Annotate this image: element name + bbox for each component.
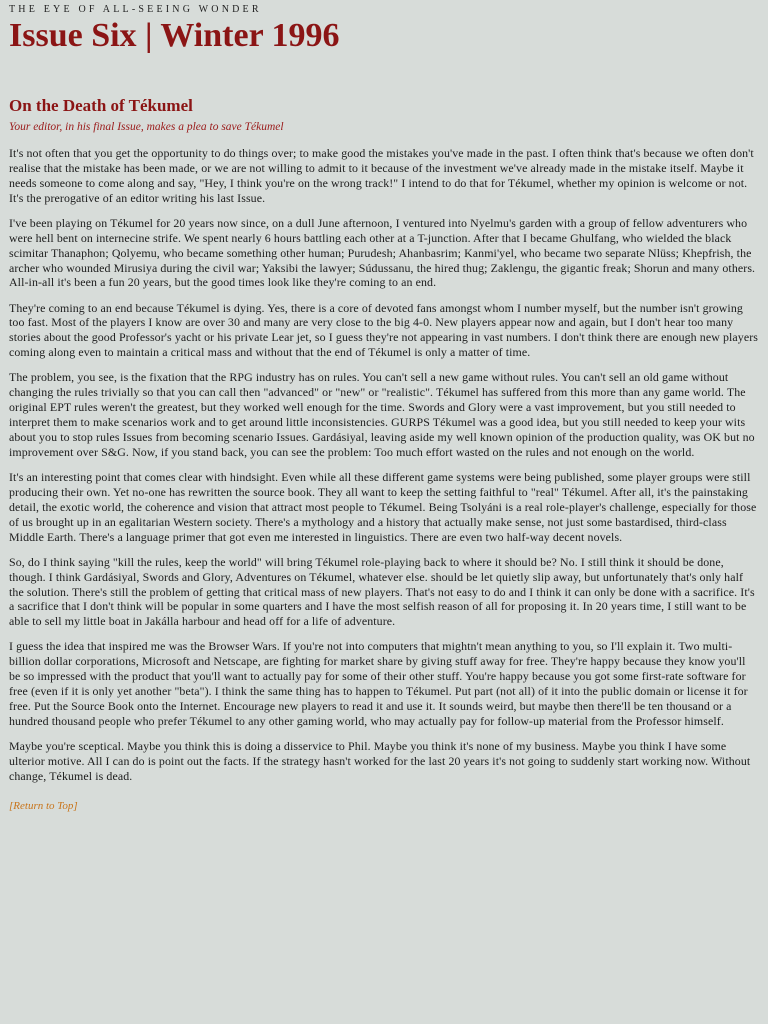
article-title: On the Death of Tékumel bbox=[9, 96, 193, 115]
paragraph: Maybe you're sceptical. Maybe you think this is doing a disservice to Phil. Maybe you think it's none of my business. Maybe you think I have some ulterior motive. All I can do is point out the facts. If the strategy hasn't worked for the last 20 years it's not going to suddenly start working now. Without change, Tékumel is dead. bbox=[9, 739, 751, 783]
paragraph: It's an interesting point that comes clear with hindsight. Even while all these different game systems were being published, some player groups were still producing their own. Yet no-one has rewritten the source book. They all want to keep the setting faithful to "real" Tékumel. After all, it's the painstaking detail, the exotic world, the coherence and vision that attract most people to Tékumel. Being Tsolyáni is a real role-player's challenge, especially for those of us brought up in an egalitarian Western society. There's a mythology and a history that actually make sense, not just some bastardised, third-class Middle Earth. There's a language primer that got even me interested in linguistics. There are even two half-way decent novels. bbox=[9, 469, 757, 544]
issue-title: Issue Six | Winter 1996 bbox=[9, 17, 340, 54]
article-body bbox=[9, 146, 758, 784]
paragraph: The problem, you see, is the fixation that the RPG industry has on rules. You can't sell a new game without rules. You can't sell an old game without changing the rules trivially so that you can call then "advanced" or "new" or "realistic". Tékumel has suffered from this more than any game world. The original EPT rules weren't the greatest, but they worked well enough for the time. Swords and Glory were a vast improvement, but you still needed to interpret them to make scenarios work and to get around little inconsistencies. GURPS Tékumel was a good idea, but you still needed to keep your wits about you to stop rules Issues from becoming scenario Issues. Gardásiyal, leaving aside my well known opinion of the production quality, was OK but no improvement over S&G. Now, if you stand back, you can see the problem: Too much effort wasted on the rules and not enough on the world. bbox=[9, 370, 755, 459]
paragraph: I've been playing on Tékumel for 20 years now since, on a dull June afternoon, I ventured into Nyelmu's garden with a group of fellow adventurers who were hell bent on internecine strife. We spent nearly 6 hours battling each other at a T-junction. After that I became Ghulfang, who wielded the black scimitar Thanaphon; Qolyemu, who became something other human; Purudesh; Ahanbasrim; Kanmi'yel, who became two separate Nlüss; Khepfrish, the archer who wounded Mirusiya during the civil war; Yaksibi the lawyer; Súdussanu, the hired thug; Zaklengu, the gigantic freak; Shorun and many others. All-in-all it's been a fun 20 years, but the good times look like they're coming to an end. bbox=[9, 215, 756, 290]
article-subtitle: Your editor, in his final Issue, makes a plea to save Tékumel bbox=[9, 121, 284, 133]
paragraph: It's not often that you get the opportunity to do things over; to make good the mistakes you've made in the past. I often think that's because we often don't realise that the mistake has been made, or we are not willing to admit to it because of the investment we've already made in the mistake itself. Maybe it needs someone to come along and say, "Hey, I think you're on the wrong track!" I intend to do that for Tékumel, whether my opinion is welcome or not. It's the prerogative of an editor writing his last Issue. bbox=[9, 146, 754, 205]
paragraph: So, do I think saying "kill the rules, keep the world" will bring Tékumel role-playing back to where it should be? No. I still think it should be done, though. I think Gardásiyal, Swords and Glory, Adventures on Tékumel, whatever else. should be let quietly slip away, but unfortunately that's only half the solution. There's still the problem of getting that critical mass of new players. That's not easy to do and I think it can only be done with a sacrifice. It's a sacrifice that I don't think will be popular in some quarters and I have the most selfish reason of all for proposing it. In 20 years time, I still want to be able to sell my little boat in Jakálla harbour and head off for a life of adventure. bbox=[9, 554, 755, 629]
return-to-top-link[interactable]: [Return to Top] bbox=[9, 799, 78, 812]
paragraph: They're coming to an end because Tékumel is dying. Yes, there is a core of devoted fans amongst whom I number myself, but the number isn't growing too fast. Most of the players I know are over 30 and many are very close to the big 4-0. New players appear now and again, but I don't hear too many stories about the good Professor's yacht or his private Lear jet, so I guess they're not appearing in vast numbers. I don't think there are enough new players coming along even to maintain a critical mass and without that the end of Tékumel is only a matter of time. bbox=[9, 300, 759, 360]
paragraph: I guess the idea that inspired me was the Browser Wars. If you're not into computers that mightn't mean anything to you, so I'll explain it. Two multi-billion dollar corporations, Microsoft and Netscape, are fighting for market share by giving stuff away for free. They're happy because they know you'll be so impressed with the product that you'll want to actually pay for some of their other stuff. You're happy because you got some first-rate software for free (even if it is only yet another "beta"). I think the same thing has to happen to Tékumel. Put part (not all) of it into the public domain or license it for free. Put the Source Book onto the Internet. Encourage new players to read it and use it. It sounds weird, but maybe then there'll be ten thousand or a hundred thousand people who prefer Tékumel to any other gaming world, who may actually pay for follow-up material from the Professor himself. bbox=[9, 639, 748, 728]
masthead: THE EYE OF ALL-SEEING WONDER bbox=[9, 4, 262, 15]
